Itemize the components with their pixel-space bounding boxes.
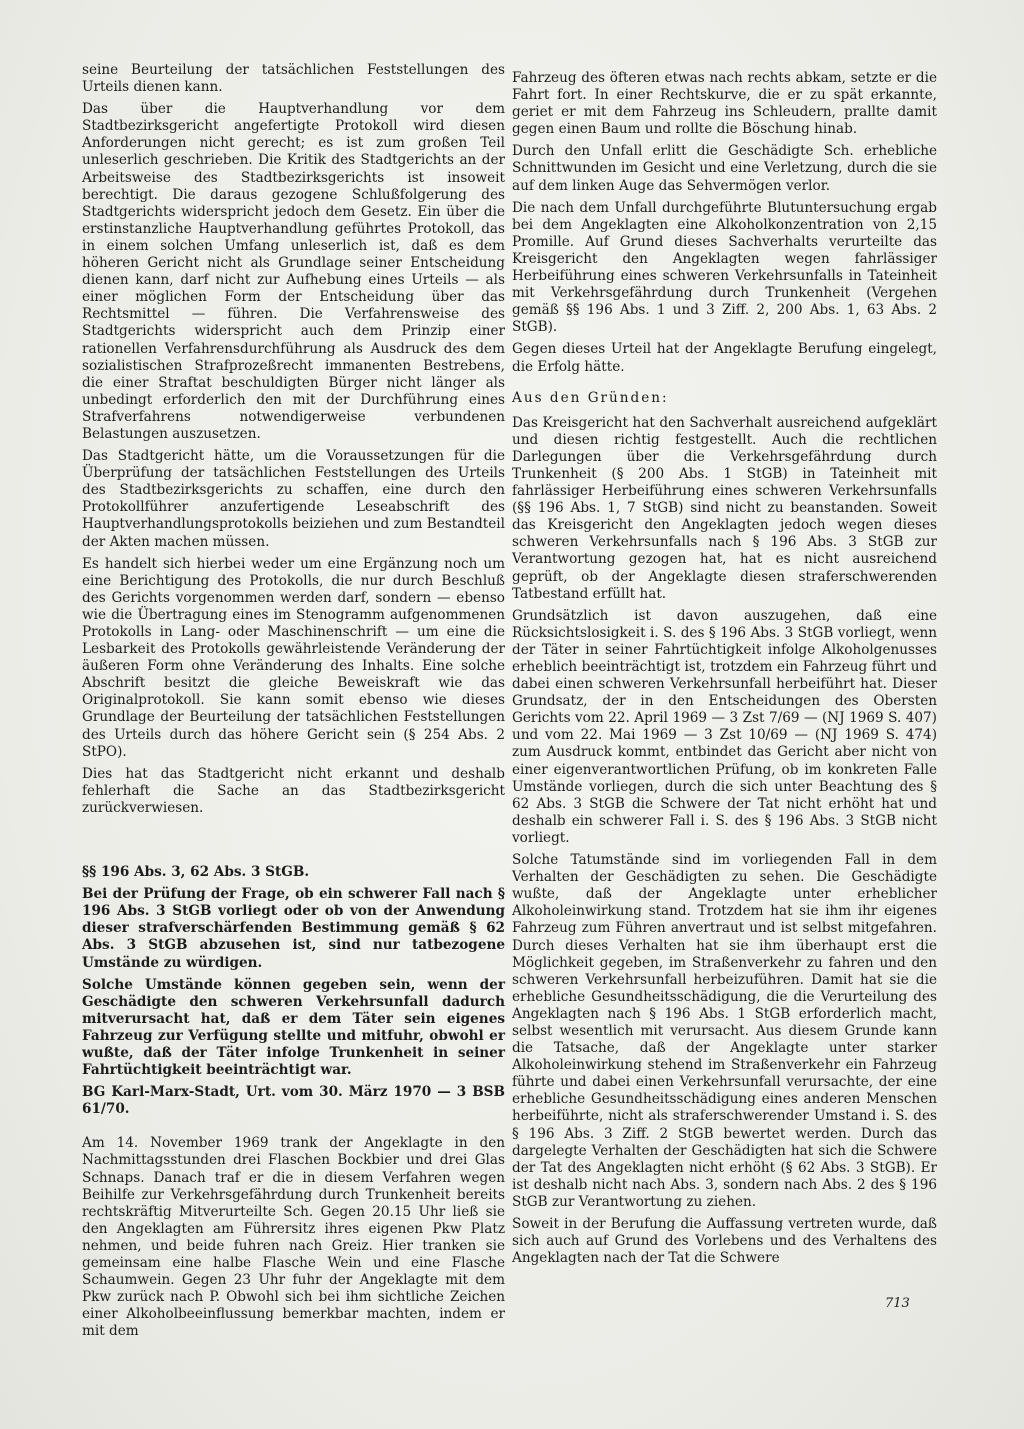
left-column: [82, 62, 505, 1345]
paragraph: Es handelt sich hierbei weder um eine Ergänzung noch um eine Berichtigung des Protokolls, die nur durch Beschluß des Gerichts vorgenommen werden darf, sondern — ebenso wie die Übertragung eines im Stenogramm aufgenommenen Protokolls in Lang- oder Maschinenschrift — um eine die Lesbarkeit des Protokolls gewährleistende Veränderung der äußeren Form ohne Veränderung des Inhalts. Eine solche Abschrift besitzt die gleiche Beweiskraft wie das Originalprotokoll. Sie kann somit ebenso wie dieses Grundlage der Beurteilung der tatsächlichen Feststellungen des Urteils durch das höhere Gericht sein (§ 254 Abs. 2 StPO).: [82, 555, 505, 760]
headnote: Bei der Prüfung der Frage, ob ein schwerer Fall nach § 196 Abs. 3 StGB vorliegt oder ob von der Anwendung dieser strafverschärfenden Bestimmung gemäß § 62 Abs. 3 StGB abzusehen ist, sind nur tatbezogene Umstände zu würdigen.: [82, 886, 505, 971]
paragraph: Das Kreisgericht hat den Sachverhalt ausreichend aufgeklärt und diesen richtig festgestellt. Auch die rechtlichen Darlegungen über die Verkehrsgefährdung durch Trunkenheit (§ 200 Abs. 1 StGB) in Tateinheit mit fahrlässiger Herbeiführung eines schweren Verkehrsunfalls (§§ 196 Abs. 1, 7 StGB) sind nicht zu beanstanden. Soweit das Kreisgericht den Angeklagten jedoch wegen dieses schweren Verkehrsunfalls nach § 196 Abs. 3 StGB zur Verantwortung gezogen hat, hat es nicht ausreichend geprüft, ob der Angeklagte diesen straferschwerenden Tatbestand erfüllt hat.: [512, 414, 937, 602]
paragraph: seine Beurteilung der tatsächlichen Feststellungen des Urteils dienen kann.: [82, 62, 505, 96]
paragraph: Dies hat das Stadtgericht nicht erkannt und deshalb fehlerhaft die Sache an das Stadtbezirksgericht zurückverwiesen.: [82, 765, 505, 816]
paragraph: Die nach dem Unfall durchgeführte Blutuntersuchung ergab bei dem Angeklagten eine Alkoholkonzentration von 2,15 Promille. Auf Grund dieses Sachverhalts verurteilte das Kreisgericht den Angeklagten wegen fahrlässiger Herbeiführung eines schweren Verkehrsunfalls in Tateinheit mit Verkehrsgefährdung durch Trunkenheit (Vergehen gemäß §§ 196 Abs. 1 und 3 Ziff. 2, 200 Abs. 1, 63 Abs. 2 StGB).: [512, 199, 937, 336]
paragraph: Gegen dieses Urteil hat der Angeklagte Berufung eingelegt, die Erfolg hätte.: [512, 341, 937, 375]
paragraph: Solche Tatumstände sind im vorliegenden Fall in dem Verhalten der Geschädigten zu sehen. Die Geschädigte wußte, daß der Angeklagte unter erheblicher Alkoholeinwirkung stand. Trotzdem hat sie ihm ihr eigenes Fahrzeug zum Führen anvertraut und ist selbst mitgefahren. Durch dieses Verhalten hat sie ihm überhaupt erst die Möglichkeit gegeben, im Straßenverkehr zu fahren und den schweren Verkehrsunfall herbeizuführen. Damit hat sie die erhebliche Gesundheitsschädigung, die die Verurteilung des Angeklagten nach § 196 Abs. 1 StGB erforderlich macht, selbst wesentlich mit verursacht. Aus diesem Grunde kann die Tatsache, daß der Angeklagte unter starker Alkoholeinwirkung stehend im Straßenverkehr ein Fahrzeug führte und dabei einen Verkehrsunfall verursachte, der eine erhebliche Gesundheitsschädigung eines anderen Menschen herbeiführte, nicht als straferschwerender Umstand i. S. des § 196 Abs. 3 Ziff. 2 StGB bewertet werden. Durch das dargelegte Verhalten der Geschädigten hat sich die Schwere der Tat des Angeklagten nicht erhöht (§ 62 Abs. 3 StGB). Er ist deshalb nicht nach Abs. 3, sondern nach Abs. 2 des § 196 StGB zur Verantwortung zu ziehen.: [512, 852, 937, 1210]
paragraph: Durch den Unfall erlitt die Geschädigte Sch. erhebliche Schnittwunden im Gesicht und eine Verletzung, durch die sie auf dem linken Auge das Sehvermögen verlor.: [512, 143, 937, 194]
statute-citation: §§ 196 Abs. 3, 62 Abs. 3 StGB.: [82, 864, 310, 881]
spacer: [82, 822, 505, 864]
court-reference: BG Karl-Marx-Stadt, Urt. vom 30. März 1970 — 3 BSB 61/70.: [82, 1084, 505, 1118]
paragraph: Das Stadtgericht hätte, um die Voraussetzungen für die Überprüfung der tatsächlichen Feststellungen des Urteils des Stadtbezirksgerichts zu schaffen, eine durch den Protokollführer anzufertigende Leseabschrift des Hauptverhandlungsprotokolls beiziehen und zum Bestandteil der Akten machen müssen.: [82, 448, 505, 550]
paragraph: Das über die Hauptverhandlung vor dem Stadtbezirksgericht angefertigte Protokoll wird diesen Anforderungen nicht gerecht; es ist zum großen Teil unleserlich geschrieben. Die Kritik des Stadtgerichts an der Arbeitsweise des Stadtbezirksgerichts ist insoweit berechtigt. Die daraus gezogene Schlußfolgerung des Stadtgerichts widerspricht jedoch dem Gesetz. Ein über die erstinstanzliche Hauptverhandlung geführtes Protokoll, das in einem solchen Umfang unleserlich ist, daß es dem höheren Gericht nicht als Grundlage seiner Entscheidung dienen kann, darf nicht zur Aufhebung eines Urteils — als einer möglichen Form der Entscheidung über das Rechtsmittel — führen. Die Verfahrensweise des Stadtgerichts widerspricht auch dem Prinzip einer rationellen Verfahrensdurchführung als Ausdruck des dem sozialistischen Strafprozeßrecht immanenten Bestrebens, die einer Straftat beschuldigten Bürger nicht länger als unbedingt erforderlich den mit der Durchführung eines Strafverfahrens notwendigerweise verbundenen Belastungen auszusetzen.: [82, 101, 505, 442]
section-heading: Aus den Gründen:: [512, 389, 669, 406]
page-number: 713: [885, 1296, 910, 1311]
headnote: Solche Umstände können gegeben sein, wenn der Geschädigte den schweren Verkehrsunfall dadurch mitverursacht hat, daß er dem Täter sein eigenes Fahrzeug zur Verfügung stellte und mitfuhr, obwohl er wußte, daß der Täter infolge Trunkenheit in seiner Fahrtüchtigkeit beeinträchtigt war.: [82, 976, 505, 1079]
paragraph-facts: Am 14. November 1969 trank der Angeklagte in den Nachmittagsstunden drei Flaschen Bockbier und drei Glas Schnaps. Danach traf er die in diesem Verfahren wegen Beihilfe zur Verkehrsgefährdung durch Trunkenheit bereits rechtskräftig Mitverurteilte Sch. Gegen 20.15 Uhr ließ sie den Angeklagten am Führersitz ihres eigenen Pkw Platz nehmen, und beide fuhren nach Greiz. Hier tranken sie gemeinsam eine halbe Flasche Wein und eine Flasche Schaumwein. Gegen 23 Uhr fuhr der Angeklagte mit dem Pkw zurück nach P. Obwohl sich bei ihm sichtliche Zeichen einer Alkoholbeeinflussung bemerkbar machten, indem er mit dem: [82, 1135, 505, 1340]
spacer: [82, 1123, 505, 1135]
paragraph: Soweit in der Berufung die Auffassung vertreten wurde, daß sich auch auf Grund des Vorlebens und des Verhaltens des Angeklagten nach der Tat die Schwere: [512, 1216, 937, 1267]
paragraph: Grundsätzlich ist davon auszugehen, daß eine Rücksichtslosigkeit i. S. des § 196 Abs. 3 StGB vorliegt, wenn der Täter in seiner Fahrtüchtigkeit infolge Alkoholgenusses erheblich beeinträchtigt ist, trotzdem ein Fahrzeug führt und dabei einen schweren Verkehrsunfall herbeiführt hat. Dieser Grundsatz, der in den Entscheidungen des Obersten Gerichts vom 22. April 1969 — 3 Zst 7/69 — (NJ 1969 S. 407) und vom 22. Mai 1969 — 3 Zst 10/69 — (NJ 1969 S. 474) zum Ausdruck kommt, entbindet das Gericht aber nicht von einer eigenverantwortlichen Prüfung, ob im konkreten Falle Umstände vorliegen, durch die sich unter Beachtung des § 62 Abs. 3 StGB die Schwere der Tat nicht erhöht hat und deshalb ein schwerer Fall i. S. des § 196 Abs. 3 StGB nicht vorliegt.: [512, 607, 937, 846]
paragraph: Fahrzeug des öfteren etwas nach rechts abkam, setzte er die Fahrt fort. In einer Rechtskurve, die er zu spät erkannte, geriet er mit dem Fahrzeug ins Schleudern, prallte damit gegen einen Baum und rollte die Böschung hinab.: [512, 70, 937, 138]
right-column: [512, 70, 937, 1272]
